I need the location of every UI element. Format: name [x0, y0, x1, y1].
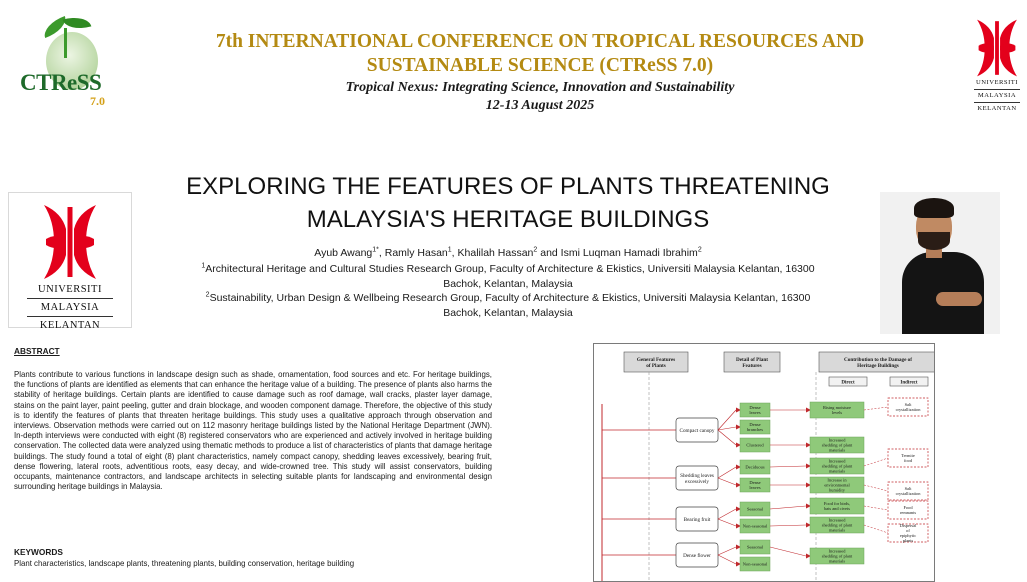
- indirect-effect-label: Dispersal of epiphytic plants: [899, 522, 917, 544]
- umk-logo-large: [8, 192, 132, 331]
- affiliation-2-line2: Bachok, Kelantan, Malaysia: [443, 307, 573, 319]
- author-name: Ayub Awang: [314, 247, 373, 259]
- divider: [974, 102, 1020, 103]
- umk-logo-top: [971, 18, 1023, 114]
- detail-label: Non-seasonal: [742, 561, 768, 567]
- diagram-connector: [718, 478, 736, 485]
- author-name: Ismi Luqman Hamadi Ibrahim: [560, 247, 698, 259]
- author-affiliation-marker: 1*: [372, 246, 379, 254]
- diagram-header-label: Contribution to the Damage of Heritage Buildings: [843, 356, 913, 369]
- feature-label: Compact canopy: [679, 427, 715, 434]
- paper-title: [150, 170, 866, 236]
- diagram-connector: [864, 458, 888, 466]
- diagram-connector: [718, 430, 736, 445]
- direct-effect-label: Increased shedding of plant materials: [821, 517, 853, 533]
- detail-label: Non-seasonal: [742, 523, 768, 529]
- affiliation-1-marker: 1: [201, 262, 206, 270]
- diagram-connector: [864, 485, 888, 491]
- direct-effect-label: Rising moisture levels: [823, 405, 851, 416]
- diagram-subheader-label: Indirect: [900, 380, 918, 386]
- diagram-connector: [770, 525, 806, 526]
- author-name: Ramly Hasan: [384, 247, 448, 259]
- author-affiliation-marker: 2: [697, 246, 702, 254]
- plant-features-diagram: [593, 343, 935, 582]
- indirect-effect-label: Termite food: [901, 453, 915, 464]
- diagram-connector: [864, 407, 888, 410]
- umk-name-line1: UNIVERSITI: [976, 79, 1018, 86]
- affiliation-1-line2: Bachok, Kelantan, Malaysia: [443, 278, 573, 290]
- detail-label: Deciduous: [745, 464, 765, 470]
- direct-effect-label: Increased shedding of plant materials: [821, 548, 853, 564]
- diagram-header-label: Detail of Plant Features: [736, 356, 768, 369]
- umk-name-line1: UNIVERSITI: [38, 284, 102, 295]
- affiliation-1-line1: Architectural Heritage and Cultural Studies Research Group, Faculty of Architecture & Ekistics, Universiti Malaysia Kelantan, 16300: [205, 263, 815, 275]
- ctress-logo-version: 7.0: [90, 94, 105, 108]
- diagram-connector: [718, 519, 736, 526]
- affiliation-1: [150, 262, 866, 292]
- author-list: Ayub Awang$^{1*}$, Ramly Hasan$^1$, Khalilah Hassan$^2$ and Ismi Luqman Hamadi Ibrahim$^2$: [314, 246, 702, 259]
- direct-effect-label: Food for birds, bats and civets: [823, 501, 851, 512]
- diagram-connector: [718, 509, 736, 519]
- feature-label: Bearing fruit: [683, 516, 711, 523]
- affiliation-2-line1: Sustainability, Urban Design & Wellbeing Research Group, Faculty of Architecture & Ekistics, Universiti Malaysia Kelantan, 16300: [209, 292, 811, 304]
- diagram-connector: [770, 506, 806, 509]
- detail-label: Seasonal: [747, 506, 763, 512]
- umk-name-line3: KELANTAN: [977, 105, 1017, 112]
- diagram-connector: [718, 467, 736, 478]
- diagram-connector: [864, 525, 888, 533]
- ctress-logo-text: CTReSS: [20, 70, 102, 95]
- divider: [27, 316, 113, 317]
- indirect-effect-label: Salt crystallization: [895, 486, 921, 497]
- diagram-connector: [718, 427, 736, 430]
- paper-title-line1: EXPLORING THE FEATURES OF PLANTS THREATENING: [186, 173, 830, 200]
- diagram-header-label: General Features of Plants: [636, 356, 676, 369]
- detail-label: Seasonal: [747, 544, 763, 550]
- direct-effect-label: Increased shedding of plant materials: [821, 458, 853, 474]
- photo-arm: [936, 292, 982, 306]
- keywords-text: Plant characteristics, landscape plants, threatening plants, building conservation, heritage building: [14, 559, 355, 568]
- affiliation-2: [150, 291, 866, 321]
- author-photo: [880, 192, 1000, 334]
- indirect-effect-label: Food remnants: [899, 505, 917, 516]
- diagram-connector: [864, 506, 888, 510]
- diagram-subheader-label: Direct: [841, 380, 855, 386]
- abstract-heading: ABSTRACT: [14, 346, 60, 356]
- keywords-heading: KEYWORDS: [14, 547, 63, 557]
- direct-effect-label: Increased shedding of plant materials: [821, 437, 853, 453]
- ctress-logo: [12, 14, 112, 108]
- indirect-effect-label: Salt crystallization: [895, 402, 921, 413]
- divider: [974, 89, 1020, 90]
- sprout-stem: [64, 28, 67, 58]
- diagram-canvas: [594, 344, 935, 582]
- photo-beard: [918, 232, 950, 250]
- umk-emblem-icon: [974, 18, 1020, 78]
- umk-name-line2: MALAYSIA: [977, 92, 1017, 99]
- detail-label: Dense branches: [747, 421, 763, 433]
- umk-name-line3: KELANTAN: [39, 320, 101, 331]
- author-name: Khalilah Hassan: [457, 247, 534, 259]
- detail-label: Dense leaves: [749, 479, 761, 491]
- feature-label: Dense flower: [683, 552, 711, 559]
- conference-dates: 12-13 August 2025: [485, 98, 595, 113]
- paper-title-line2: MALAYSIA'S HERITAGE BUILDINGS: [306, 206, 710, 233]
- feature-label: Shedding leaves excessively: [680, 472, 714, 485]
- author-affiliation-marker: 2: [533, 246, 538, 254]
- umk-name-line2: MALAYSIA: [40, 302, 100, 313]
- detail-label: Clustered: [746, 442, 764, 448]
- conference-title: 7th INTERNATIONAL CONFERENCE ON TROPICAL RESOURCES AND SUSTAINABLE SCIENCE (CTReSS 7.0): [215, 31, 865, 76]
- affiliation-2-marker: 2: [205, 291, 210, 299]
- diagram-connector: [718, 410, 736, 430]
- conference-theme: Tropical Nexus: Integrating Science, Innovation and Sustainability: [345, 80, 735, 95]
- direct-effect-label: Increase in environmental humidity: [824, 477, 850, 493]
- diagram-connector: [718, 555, 736, 564]
- conference-theme-block: [170, 79, 910, 115]
- photo-hair: [914, 198, 954, 218]
- divider: [27, 298, 113, 299]
- author-affiliation-marker: 1: [447, 246, 452, 254]
- diagram-connector: [718, 547, 736, 555]
- umk-emblem-icon: [40, 203, 100, 281]
- diagram-connector: [770, 547, 806, 556]
- detail-label: Dense leaves: [749, 404, 761, 416]
- diagram-connector: [770, 466, 806, 467]
- abstract-text: Plants contribute to various functions in landscape design such as shade, ornamentation, food sources and etc. For heritage buildings, the functions of plants are identified as elements that can enhance the heritage value of a building. The presence of plants also harms the stability of heritage buildings. Certain plants are identified to cause damage such as roof damage, wall cracks, plaster layer damage, stains on the paint layer, paint peeling, gutter and drain blockage, and wooden component damage. Therefore, the objective of this study is to identify the features of plants that threaten heritage buildings. This study uses a qualitative approach through observation and interviews. Observation methods were carried out on 112 masonry heritage buildings listed by the National Heritage Department (JWN). In-depth interviews were conducted with eight (8) registered conservators who are experienced and actively involved in heritage building conservation. The collected data were analyzed using thematic methods to produce a list of characteristics of plants that damage heritage buildings. The study found a total of eight (8) plant characteristics, namely compact canopy, shedding leaves excessively, bearing fruit, dense flowering, lateral roots, adventitious roots, easy decay, and wide-crowned tree. This study will assist conservators, building occupants, maintenance contractors, and landscape architects in selecting suitable plants for landscaping and environmental design surrounding heritage buildings in Malaysia.: [14, 370, 492, 492]
